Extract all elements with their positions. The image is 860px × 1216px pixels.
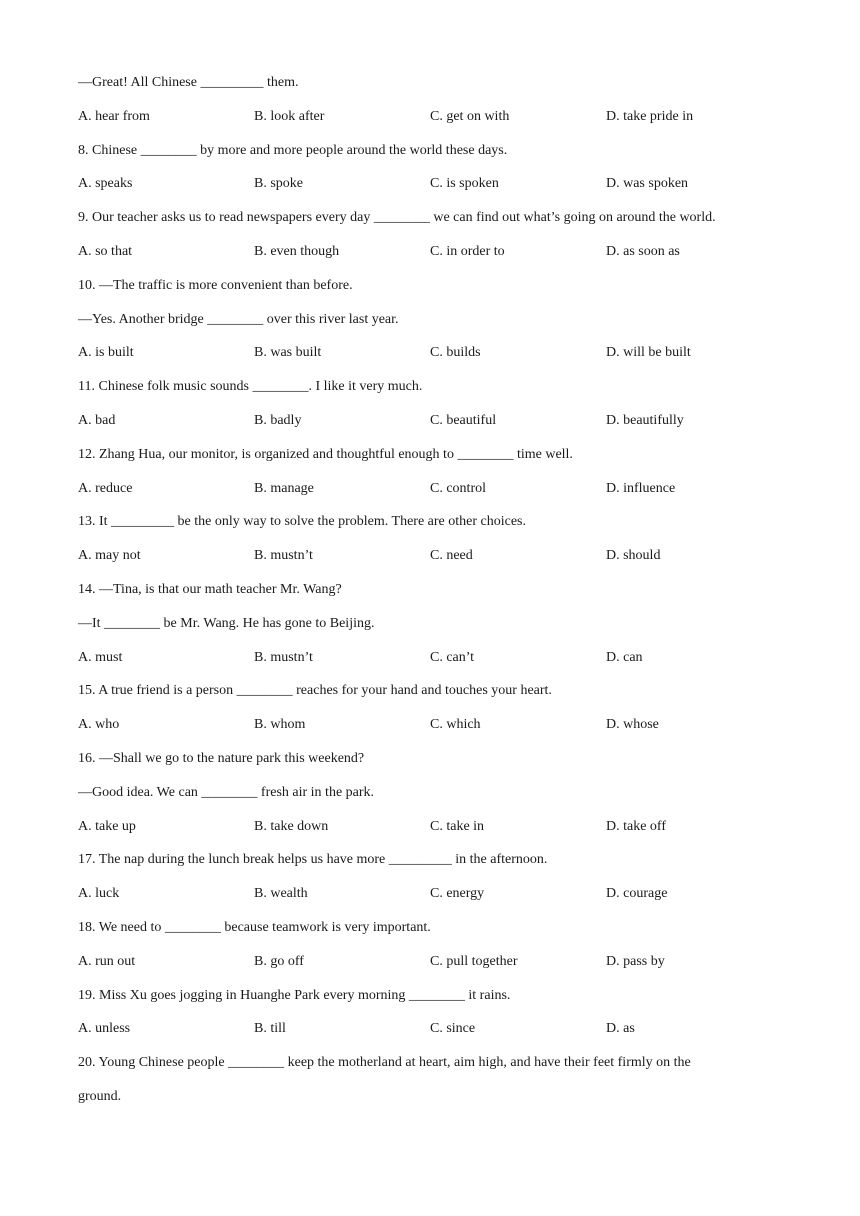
question-stem-line: ground. [78, 1088, 122, 1104]
question-block [78, 208, 798, 276]
question-block [78, 580, 798, 681]
question-block [78, 749, 798, 850]
options-row [78, 107, 798, 141]
question-block [78, 73, 798, 141]
question-stem-line: 9. Our teacher asks us to read newspapers every day ________ we can find out what’s going on around the world. [78, 210, 716, 226]
answer-option: A. unless [78, 1021, 131, 1037]
question-block [78, 850, 798, 918]
answer-option: A. reduce [78, 480, 133, 496]
answer-option: C. since [430, 1021, 476, 1037]
question-block [78, 276, 798, 377]
answer-option: A. so that [78, 243, 133, 259]
answer-option: A. run out [78, 953, 136, 969]
options-row [78, 1019, 798, 1053]
options-row [78, 817, 798, 851]
options-row [78, 174, 798, 208]
answer-option: D. as soon as [606, 243, 680, 259]
options-row [78, 343, 798, 377]
question-stem-line: —Good idea. We can ________ fresh air in the park. [78, 784, 375, 800]
options-row [78, 546, 798, 580]
question-stem-line: 14. —Tina, is that our math teacher Mr. Wang? [78, 581, 342, 597]
answer-option: B. wealth [254, 886, 308, 902]
question-stem-line: 13. It _________ be the only way to solve the problem. There are other choices. [78, 514, 527, 530]
question-block [78, 986, 798, 1054]
answer-option: B. go off [254, 953, 304, 969]
answer-option: A. bad [78, 412, 116, 428]
answer-option: B. whom [254, 717, 306, 733]
answer-option: B. till [254, 1021, 286, 1037]
question-stem-line: 15. A true friend is a person ________ reaches for your hand and touches your heart. [78, 683, 552, 699]
question-block [78, 1053, 798, 1121]
answer-option: D. whose [606, 717, 659, 733]
question-stem-line: 12. Zhang Hua, our monitor, is organized and thoughtful enough to ________ time well. [78, 446, 573, 462]
answer-option: C. pull together [430, 953, 518, 969]
question-stem-line: —Yes. Another bridge ________ over this river last year. [78, 311, 399, 327]
answer-option: A. who [78, 717, 120, 733]
answer-option: D. pass by [606, 953, 665, 969]
question-block [78, 445, 798, 513]
answer-option: C. can’t [430, 649, 475, 665]
question-stem-line: 17. The nap during the lunch break helps us have more _________ in the afternoon. [78, 852, 548, 868]
question-stem-line: 19. Miss Xu goes jogging in Huanghe Park every morning ________ it rains. [78, 987, 511, 1003]
answer-option: A. hear from [78, 108, 150, 124]
answer-option: D. beautifully [606, 412, 684, 428]
answer-option: D. will be built [606, 345, 691, 361]
answer-option: D. take off [606, 818, 666, 834]
question-stem-line: 8. Chinese ________ by more and more people around the world these days. [78, 142, 508, 158]
options-row [78, 242, 798, 276]
question-block [78, 141, 798, 209]
answer-option: B. badly [254, 412, 302, 428]
answer-option: C. take in [430, 818, 485, 834]
options-row [78, 884, 798, 918]
answer-option: C. control [430, 480, 486, 496]
answer-option: A. must [78, 649, 123, 665]
answer-option: B. spoke [254, 176, 303, 192]
options-row [78, 952, 798, 986]
answer-option: D. can [606, 649, 643, 665]
answer-option: C. energy [430, 886, 485, 902]
answer-option: D. as [606, 1021, 635, 1037]
answer-option: A. take up [78, 818, 136, 834]
question-stem-line: 20. Young Chinese people ________ keep the motherland at heart, aim high, and have their feet firmly on the [78, 1055, 691, 1071]
answer-option: B. take down [254, 818, 329, 834]
question-block [78, 512, 798, 580]
answer-option: D. take pride in [606, 108, 694, 124]
answer-option: C. which [430, 717, 481, 733]
answer-option: A. luck [78, 886, 120, 902]
answer-option: B. mustn’t [254, 548, 313, 564]
answer-option: A. speaks [78, 176, 133, 192]
options-row [78, 648, 798, 682]
question-stem-line: 10. —The traffic is more convenient than before. [78, 277, 353, 293]
answer-option: C. need [430, 548, 473, 564]
options-row [78, 715, 798, 749]
answer-option: D. courage [606, 886, 668, 902]
answer-option: D. should [606, 548, 661, 564]
answer-option: B. look after [254, 108, 325, 124]
answer-option: B. even though [254, 243, 340, 259]
answer-option: B. was built [254, 345, 322, 361]
options-row [78, 479, 798, 513]
question-stem-line: —It ________ be Mr. Wang. He has gone to Beijing. [78, 615, 375, 631]
question-block [78, 918, 798, 986]
question-stem-line: —Great! All Chinese _________ them. [78, 75, 299, 90]
answer-option: A. may not [78, 548, 141, 564]
options-row [78, 411, 798, 445]
answer-option: D. was spoken [606, 176, 689, 192]
answer-option: C. get on with [430, 108, 510, 124]
answer-option: C. beautiful [430, 412, 497, 428]
answer-option: A. is built [78, 345, 134, 361]
question-stem-line: 16. —Shall we go to the nature park this weekend? [78, 750, 365, 766]
answer-option: B. manage [254, 480, 314, 496]
question-stem-line: 11. Chinese folk music sounds ________. I like it very much. [78, 379, 423, 395]
question-block [78, 681, 798, 749]
question-stem-line: 18. We need to ________ because teamwork is very important. [78, 919, 431, 935]
exam-page [78, 73, 798, 1121]
answer-option: C. is spoken [430, 176, 499, 192]
answer-option: C. in order to [430, 243, 505, 259]
answer-option: B. mustn’t [254, 649, 313, 665]
answer-option: C. builds [430, 345, 481, 361]
answer-option: D. influence [606, 480, 676, 496]
question-block [78, 377, 798, 445]
